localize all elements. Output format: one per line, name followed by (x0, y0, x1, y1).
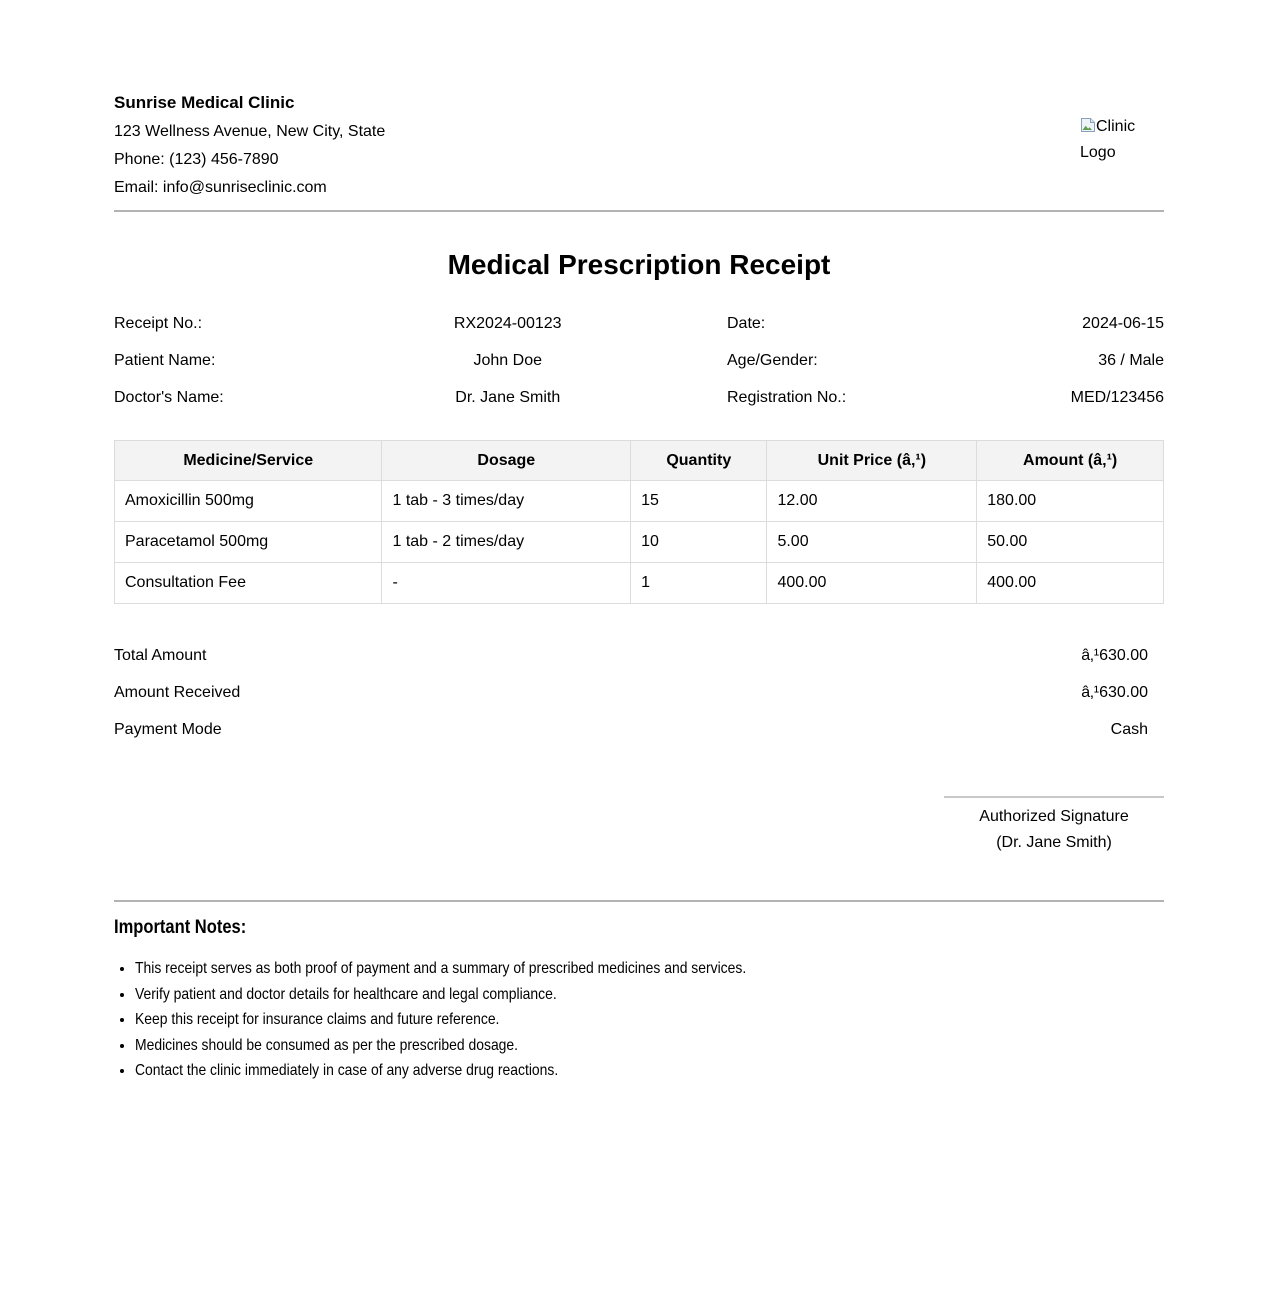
receipt-container (114, 0, 1164, 1084)
header-divider (114, 210, 1164, 212)
table-cell: 10 (631, 522, 767, 563)
table-cell: 400.00 (767, 563, 977, 604)
note-text: Contact the clinic immediately in case of any adverse drug reactions. (135, 1062, 559, 1079)
table-cell: 5.00 (767, 522, 977, 563)
summary-label: Payment Mode (114, 721, 222, 738)
table-cell: 400.00 (977, 563, 1164, 604)
info-row (114, 379, 1164, 416)
info-value: RX2024-00123 (453, 315, 562, 332)
signature-line (944, 796, 1164, 798)
info-label: Patient Name: (114, 352, 216, 369)
table-cell: - (382, 563, 631, 604)
note-item (135, 982, 1164, 1008)
info-value: 36 / Male (1098, 352, 1164, 369)
note-item (135, 1058, 1164, 1084)
items-table (114, 440, 1164, 604)
signature-doctor-name: (Dr. Jane Smith) (996, 834, 1112, 851)
table-cell: Paracetamol 500mg (115, 522, 382, 563)
info-row (114, 342, 1164, 379)
important-notes-section (114, 902, 1164, 1084)
table-cell: 1 tab - 2 times/day (382, 522, 631, 563)
info-label: Doctor's Name: (114, 389, 224, 406)
note-item (135, 1033, 1164, 1059)
info-label: Receipt No.: (114, 315, 203, 332)
items-table-header-row (115, 441, 1164, 481)
info-value: MED/123456 (1070, 389, 1164, 406)
note-text: Medicines should be consumed as per the prescribed dosage. (135, 1036, 519, 1054)
summary-row (114, 637, 1164, 674)
clinic-name: Sunrise Medical Clinic (114, 93, 295, 112)
table-cell: 1 tab - 3 times/day (382, 481, 631, 522)
notes-heading: Important Notes: (114, 917, 247, 938)
note-text: Keep this receipt for insurance claims and future reference. (135, 1011, 500, 1028)
summary-row (114, 711, 1164, 748)
summary-row (114, 674, 1164, 711)
signature-label: Authorized Signature (979, 808, 1129, 825)
clinic-header (114, 88, 1164, 202)
summary-value: Cash (1110, 721, 1148, 738)
table-cell: 50.00 (977, 522, 1164, 563)
note-item (135, 1007, 1164, 1033)
column-header: Quantity (631, 441, 767, 481)
table-cell: 180.00 (977, 481, 1164, 522)
clinic-address: 123 Wellness Avenue, New City, State (114, 123, 386, 140)
info-value: Dr. Jane Smith (455, 389, 561, 406)
column-header: Amount (â‚¹) (977, 441, 1164, 481)
column-header: Dosage (382, 441, 631, 481)
payment-summary (114, 637, 1164, 748)
table-row (115, 563, 1164, 604)
info-value: John Doe (473, 352, 542, 369)
clinic-logo-alt-text: Clinic Logo (1080, 118, 1136, 161)
clinic-phone: Phone: (123) 456-7890 (114, 151, 279, 168)
info-row (114, 305, 1164, 342)
table-cell: 15 (631, 481, 767, 522)
table-row (115, 522, 1164, 563)
info-label: Age/Gender: (727, 352, 818, 369)
info-value: 2024-06-15 (1082, 315, 1164, 332)
summary-label: Amount Received (114, 684, 241, 701)
note-item (135, 956, 1164, 982)
clinic-details (114, 88, 385, 202)
table-cell: Amoxicillin 500mg (115, 481, 382, 522)
column-header: Unit Price (â‚¹) (767, 441, 977, 481)
clinic-email: Email: info@sunriseclinic.com (114, 179, 327, 196)
summary-value: â‚¹630.00 (1081, 647, 1148, 664)
summary-label: Total Amount (114, 647, 207, 664)
note-text: Verify patient and doctor details for healthcare and legal compliance. (135, 985, 557, 1003)
receipt-info (114, 305, 1164, 416)
notes-list (114, 956, 1164, 1084)
table-cell: 12.00 (767, 481, 977, 522)
page-title: Medical Prescription Receipt (447, 249, 831, 280)
summary-value: â‚¹630.00 (1081, 684, 1148, 701)
broken-image-icon (1080, 116, 1096, 132)
table-cell: Consultation Fee (115, 563, 382, 604)
info-label: Registration No.: (727, 389, 847, 406)
items-table-body (115, 481, 1164, 604)
signature-block (944, 796, 1164, 856)
table-row (115, 481, 1164, 522)
clinic-logo-broken-image (1080, 114, 1164, 166)
info-label: Date: (727, 315, 766, 332)
table-cell: 1 (631, 563, 767, 604)
note-text: This receipt serves as both proof of payment and a summary of prescribed medicines and services. (135, 960, 747, 977)
column-header: Medicine/Service (115, 441, 382, 481)
